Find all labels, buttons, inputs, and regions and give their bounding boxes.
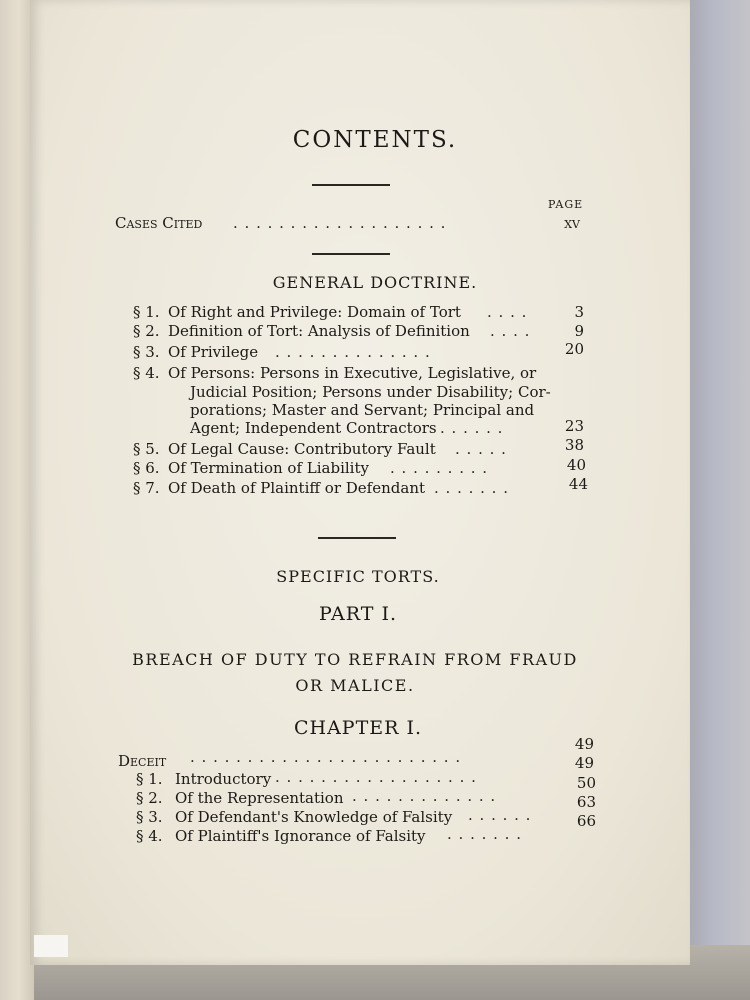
leader-dots: . . . . . . . . . . . . . . [275,343,431,361]
leader-dots: . . . . . . . . . [390,459,489,477]
section-number: § 1. [136,770,163,788]
deceit-page: 49 [574,754,594,772]
page-column-label: PAGE [548,198,584,211]
section-page: 50 [576,774,596,792]
section-title: Of Death of Plaintiff or Defendant [168,479,426,497]
leader-dots: . . . . . . . . . . . . . . . . . . . . . . . . [190,748,462,766]
section-number: § 2. [133,322,160,340]
cases-cited-label: Cases Cited [115,214,203,232]
section-number: § 4. [136,827,163,845]
leader-dots: . . . . . . . [447,825,522,843]
specific-torts-heading: SPECIFIC TORTS. [276,567,440,586]
section-page: 40 [566,456,586,474]
section-title-line: Judicial Position; Persons under Disability; Cor- [190,383,551,401]
cases-cited-page: xv [564,214,580,232]
section-page: 63 [576,793,596,811]
leader-dots: . . . . [490,322,531,340]
section-page: 23 [564,417,584,435]
leader-dots: . . . . . . . . . . . . . . . . . . . [233,214,447,232]
leader-dots: . . . . . . . . . . . . . [352,787,497,805]
section-number: § 6. [133,459,160,477]
section-number: § 3. [133,343,160,361]
divider [312,184,390,186]
section-number: § 1. [133,303,160,321]
section-title: Of Legal Cause: Contributory Fault [168,440,436,458]
chapter-page: 49 [574,735,594,753]
section-title: Of Defendant's Knowledge of Falsity [175,808,453,826]
leader-dots: . . . . . . [440,419,504,437]
deceit-label: Deceit [118,752,167,770]
section-title: Of Plaintiff's Ignorance of Falsity [175,827,426,845]
section-page: 44 [568,475,588,493]
leader-dots: . . . . . . [468,806,532,824]
section-number: § 5. [133,440,160,458]
page-title: CONTENTS. [292,127,458,153]
section-number: § 2. [136,789,163,807]
leader-dots: . . . . [487,303,528,321]
section-title: Of Termination of Liability [168,459,369,477]
divider [318,537,396,539]
leader-dots: . . . . . . . . . . . . . . . . . . [275,768,477,786]
section-title-line: porations; Master and Servant; Principal and [190,401,535,419]
part-heading: PART I. [319,603,397,625]
section-title: Of Right and Privilege: Domain of Tort [168,303,461,321]
section-title: Definition of Tort: Analysis of Definition [168,322,470,340]
section-page: 3 [574,303,584,321]
paper-tab [34,935,68,957]
section-title-line: Agent; Independent Contractors [190,419,437,437]
general-doctrine-heading: GENERAL DOCTRINE. [272,273,478,292]
section-number: § 3. [136,808,163,826]
chapter-heading: CHAPTER I. [293,717,423,739]
section-number: § 7. [133,479,160,497]
divider [312,253,390,255]
section-page: 20 [564,340,584,358]
leader-dots: . . . . . . . [434,479,509,497]
section-page: 66 [576,812,596,830]
part-title-line: OR MALICE. [295,676,415,695]
leader-dots: . . . . . [455,440,507,458]
section-number: § 4. [133,364,160,382]
section-page: 38 [564,436,584,454]
section-title: Of the Representation [175,789,344,807]
section-title: Introductory [175,770,272,788]
section-page: 9 [574,322,584,340]
section-title-line: Of Persons: Persons in Executive, Legislative, or [168,364,537,382]
section-title: Of Privilege [168,343,259,361]
part-title-line: BREACH OF DUTY TO REFRAIN FROM FRAUD [132,650,578,669]
